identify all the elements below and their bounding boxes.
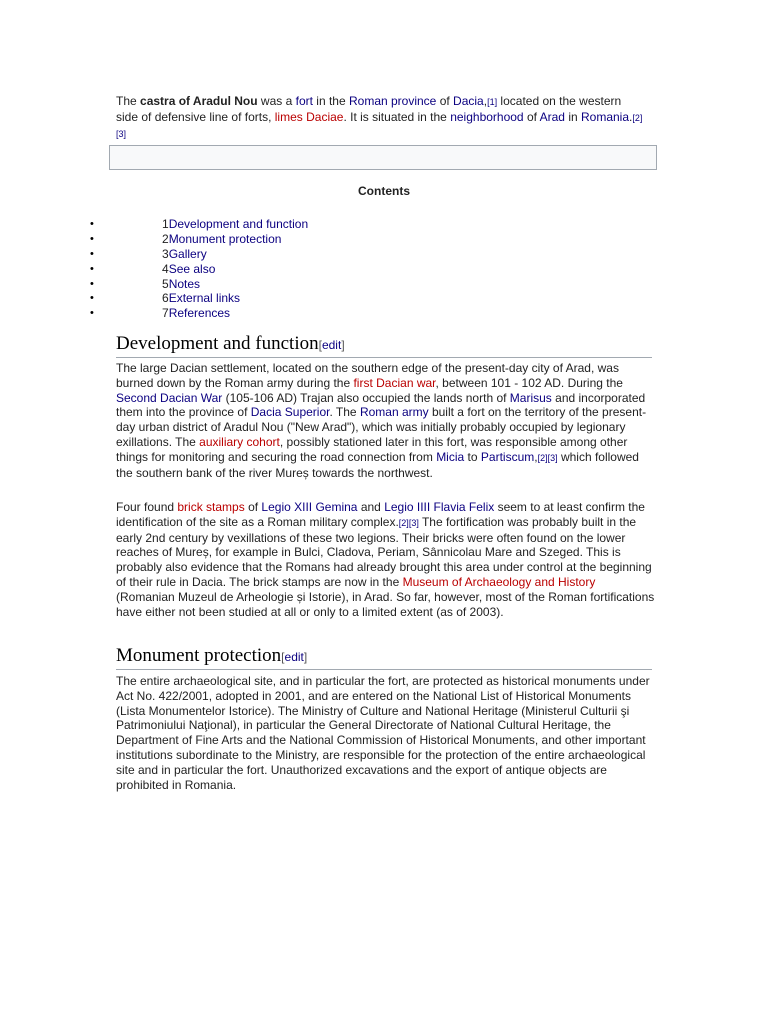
toc-link[interactable]: Gallery <box>168 246 207 261</box>
toc-number: 4 <box>162 261 169 276</box>
citation-2[interactable]: [2] <box>537 452 548 463</box>
toc-number: 5 <box>162 276 169 291</box>
toc-number: 7 <box>162 306 169 321</box>
edit-section-link <box>319 338 345 352</box>
toc-number: 3 <box>162 246 169 261</box>
bullet-icon: • <box>90 277 94 290</box>
section-title: Development and function <box>116 333 319 354</box>
toc-link[interactable]: External links <box>168 291 241 306</box>
text: seem to at least confirm the identification of the site as a Roman military complex. <box>116 500 645 529</box>
text: in the <box>312 94 349 108</box>
citation-1[interactable]: [1] <box>487 97 498 107</box>
bracket: [ <box>318 338 322 352</box>
section-title: Monument protection <box>116 645 282 666</box>
bullet-icon: • <box>90 307 94 320</box>
toc-link[interactable]: Notes <box>168 276 201 291</box>
text: (Romanian Muzeul de Arheologie și Istorie), in Arad. So far, however, most of the Roman fortifications have either not been studied at all or only to a limited extent (as of 2003). <box>116 589 655 619</box>
text: . <box>629 109 633 124</box>
section-heading-development <box>116 333 652 358</box>
link-neighborhood[interactable]: neighborhood <box>450 109 524 124</box>
section-heading-monument-protection <box>116 645 652 670</box>
text: Four found <box>116 500 178 514</box>
toc-item[interactable] <box>0 291 308 306</box>
paragraph-monument-protection: The entire archaeological site, and in particular the fort, are protected as historical monuments under Act No. 422/2001, adopted in 2001, and are entered on the National List of Historical Monuments (Lista Monumentelor Istorice). The Ministry of Culture and National Heritage (Ministerul Culturii şi Patrimoniului Naţional), in particular the General Directorate of National Cultural Heritage, the Department of Fine Arts and the National Commission of Historical Monuments, and other important institutions subordinate to the Ministry, are responsible for the protection of the entire archaeological site and in particular the fort. Unauthorized excavations and the export of antique objects are prohibited in Romania. <box>116 674 650 792</box>
text: The fortification was probably built in the early 2nd century by vexillations of these two legions. Their bricks were often found on the lower reaches of Mureș, for example in Bulci, Cladova, Periam, Sânnicolau Mare and Szeged. This is probably also evidence that the Romans had already brought this area under control at the beginning of their rule in Dacia. The brick stamps are now in the <box>116 514 652 589</box>
link-fort[interactable]: fort <box>295 94 313 108</box>
text: . The <box>329 405 360 420</box>
bullet-icon: • <box>90 292 94 305</box>
bracket: [ <box>281 650 285 664</box>
link-limes-daciae[interactable]: limes Daciae <box>274 109 344 124</box>
text: was a <box>257 94 296 108</box>
edit-link[interactable]: edit <box>321 338 342 352</box>
toc-link[interactable]: References <box>168 306 231 321</box>
link-arad[interactable]: Arad <box>539 109 565 124</box>
toc-link[interactable]: Development and function <box>168 217 309 231</box>
text: to <box>464 449 481 464</box>
text: and <box>357 500 385 514</box>
paragraph-development-1 <box>116 361 656 480</box>
text: located on the western side of defensive line of forts, <box>116 94 622 124</box>
link-roman-army[interactable]: Roman army <box>359 405 429 420</box>
link-first-dacian-war[interactable]: first Dacian war <box>353 375 436 390</box>
toc-number: 6 <box>162 291 169 306</box>
text: The <box>116 94 141 108</box>
link-legio-xiii-gemina[interactable]: Legio XIII Gemina <box>261 500 358 514</box>
bullet-icon: • <box>90 218 94 230</box>
citation-2[interactable]: [2] <box>632 112 643 123</box>
bullet-icon: • <box>90 232 94 245</box>
bullet-icon: • <box>90 262 94 275</box>
text: (105-106 AD) Trajan also occupied the lands north of <box>222 390 510 405</box>
link-dacia[interactable]: Dacia <box>453 94 484 108</box>
citation-2[interactable]: [2] <box>398 517 409 528</box>
text: . It is situated in the <box>343 109 451 124</box>
bullet-icon: • <box>90 247 94 260</box>
paragraph-development-2 <box>116 500 656 619</box>
text: and incorporated them into the province of <box>116 390 646 420</box>
link-romania[interactable]: Romania <box>581 109 630 124</box>
toc-link[interactable]: Monument protection <box>168 231 282 246</box>
text: built a fort on the territory of the present-day urban district of Aradul Nou ("New Arad"), which was initially probably occupied by legionary exillations. The <box>116 405 647 449</box>
citation-3[interactable]: [3] <box>116 128 127 139</box>
toc-item[interactable] <box>0 217 308 232</box>
toc-item[interactable] <box>0 262 308 277</box>
text: of <box>436 94 454 108</box>
link-roman-province[interactable]: Roman province <box>348 94 437 108</box>
edit-section-link <box>281 650 307 664</box>
edit-link[interactable]: edit <box>284 650 304 664</box>
link-museum-archaeology-history[interactable]: Museum of Archaeology and History <box>402 574 596 589</box>
toc-item[interactable] <box>0 232 308 247</box>
link-legio-iiii-flavia-felix[interactable]: Legio IIII Flavia Felix <box>384 500 495 514</box>
link-marisus[interactable]: Marisus <box>509 390 552 405</box>
link-dacia-superior[interactable]: Dacia Superior <box>250 405 330 420</box>
text: which followed the southern bank of the river Mureș towards the northwest. <box>116 449 639 480</box>
toc-item[interactable] <box>0 247 308 262</box>
citation-3[interactable]: [3] <box>547 452 558 463</box>
link-second-dacian-war[interactable]: Second Dacian War <box>116 390 223 405</box>
toc-item[interactable] <box>0 306 308 321</box>
text: , possibly stationed later in this fort, was responsible among other things for monitoring and securing the road connection from <box>116 434 628 464</box>
link-auxiliary-cohort[interactable]: auxiliary cohort <box>199 434 280 449</box>
infobox <box>109 145 657 170</box>
link-partiscum[interactable]: Partiscum <box>480 449 535 464</box>
link-micia[interactable]: Micia <box>436 449 465 464</box>
text: , <box>483 94 488 108</box>
toc-item[interactable] <box>0 277 308 292</box>
intro-paragraph <box>116 94 646 141</box>
text: in <box>564 109 581 124</box>
link-brick-stamps[interactable]: brick stamps <box>177 500 245 514</box>
toc-title: Contents <box>358 184 410 198</box>
toc-link[interactable]: See also <box>168 261 216 276</box>
citation-3[interactable]: [3] <box>408 517 419 528</box>
text: , between 101 - 102 AD. During the <box>435 375 623 390</box>
table-of-contents <box>0 217 308 321</box>
toc-number: 2 <box>162 231 169 246</box>
text: of <box>523 109 540 124</box>
bracket: ] <box>341 338 345 352</box>
text: of <box>244 500 262 514</box>
text: , <box>534 449 538 464</box>
bracket: ] <box>303 650 308 664</box>
text: The large Dacian settlement, located on the southern edge of the present-day city of Arad, was burned down by the Roman army during the <box>116 361 619 390</box>
toc-number: 1 <box>162 217 169 231</box>
article-subject: castra of Aradul Nou <box>140 94 258 108</box>
